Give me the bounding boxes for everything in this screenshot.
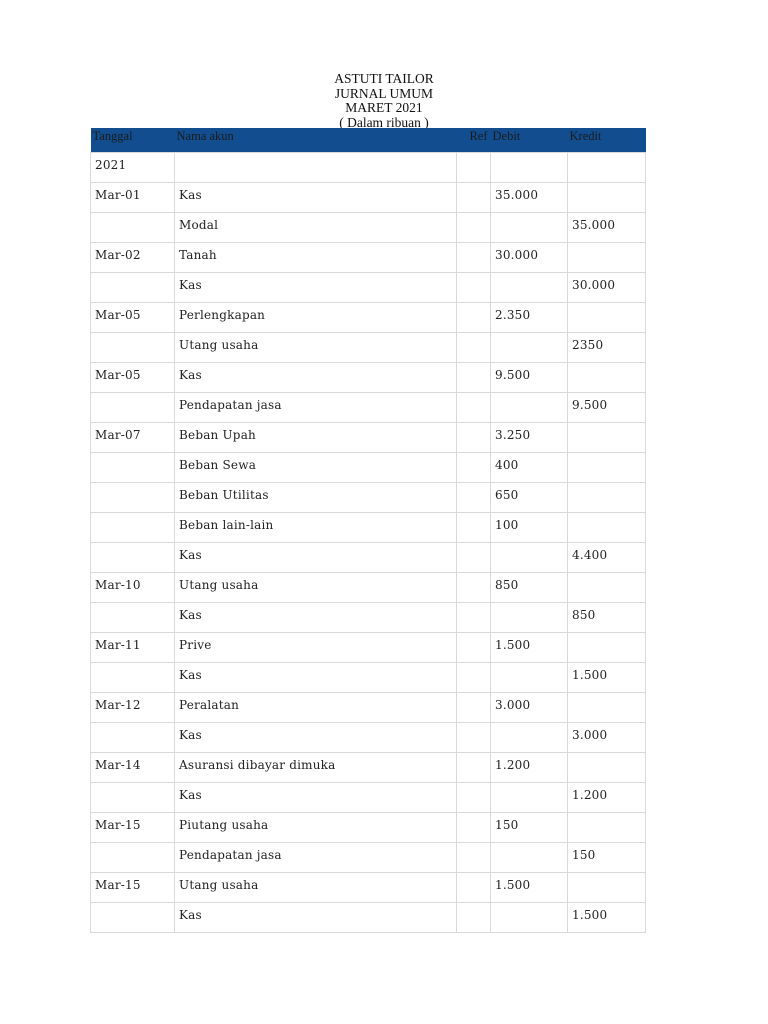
account-cell: Utang usaha: [175, 332, 457, 362]
table-row: [91, 512, 646, 542]
table-row: [91, 422, 646, 452]
date-cell: [91, 482, 175, 512]
credit-cell: [568, 482, 646, 512]
table-row: [91, 692, 646, 722]
account-cell: Kas: [175, 272, 457, 302]
ref-cell: [457, 602, 491, 632]
account-cell: Kas: [175, 542, 457, 572]
debit-cell: [491, 662, 568, 692]
date-cell: Mar-12: [91, 692, 175, 722]
debit-cell: [491, 152, 568, 182]
ref-cell: [457, 512, 491, 542]
debit-cell: [491, 272, 568, 302]
ref-cell: [457, 662, 491, 692]
table-row: [91, 782, 646, 812]
journal-table: [90, 128, 646, 933]
debit-cell: 850: [491, 572, 568, 602]
credit-cell: [568, 152, 646, 182]
table-row: [91, 302, 646, 332]
credit-cell: [568, 302, 646, 332]
date-cell: [91, 332, 175, 362]
debit-cell: 1.500: [491, 632, 568, 662]
table-row: [91, 392, 646, 422]
credit-cell: 35.000: [568, 212, 646, 242]
credit-cell: 2350: [568, 332, 646, 362]
date-cell: [91, 842, 175, 872]
ref-cell: [457, 752, 491, 782]
account-cell: Utang usaha: [175, 872, 457, 902]
debit-cell: [491, 842, 568, 872]
ref-cell: [457, 152, 491, 182]
journal-period: MARET 2021: [345, 100, 423, 115]
date-cell: [91, 512, 175, 542]
table-row: [91, 572, 646, 602]
account-cell: Beban Sewa: [175, 452, 457, 482]
debit-cell: [491, 782, 568, 812]
table-row: [91, 662, 646, 692]
ref-cell: [457, 722, 491, 752]
account-cell: Asuransi dibayar dimuka: [175, 752, 457, 782]
account-cell: Beban Upah: [175, 422, 457, 452]
ref-cell: [457, 632, 491, 662]
account-cell: Kas: [175, 182, 457, 212]
date-cell: Mar-10: [91, 572, 175, 602]
credit-cell: 3.000: [568, 722, 646, 752]
journal-table-body: [91, 152, 646, 932]
date-cell: [91, 782, 175, 812]
debit-cell: 150: [491, 812, 568, 842]
account-cell: Kas: [175, 662, 457, 692]
date-cell: [91, 272, 175, 302]
account-cell: Kas: [175, 722, 457, 752]
date-cell: Mar-02: [91, 242, 175, 272]
debit-cell: 9.500: [491, 362, 568, 392]
column-header-date: Tanggal: [92, 129, 133, 143]
date-cell: Mar-07: [91, 422, 175, 452]
ref-cell: [457, 812, 491, 842]
account-cell: Kas: [175, 782, 457, 812]
credit-cell: [568, 182, 646, 212]
date-cell: 2021: [91, 152, 175, 182]
ref-cell: [457, 272, 491, 302]
account-cell: Kas: [175, 362, 457, 392]
credit-cell: [568, 812, 646, 842]
table-row: [91, 272, 646, 302]
date-cell: [91, 902, 175, 932]
debit-cell: 35.000: [491, 182, 568, 212]
column-header-debit: Debit: [492, 129, 521, 143]
ref-cell: [457, 422, 491, 452]
debit-cell: 650: [491, 482, 568, 512]
debit-cell: [491, 902, 568, 932]
debit-cell: 3.250: [491, 422, 568, 452]
ref-cell: [457, 362, 491, 392]
ref-cell: [457, 452, 491, 482]
credit-cell: 4.400: [568, 542, 646, 572]
header-row: [91, 128, 646, 152]
table-row: [91, 722, 646, 752]
credit-cell: 850: [568, 602, 646, 632]
company-name: ASTUTI TAILOR: [334, 71, 434, 86]
date-cell: [91, 722, 175, 752]
table-row: [91, 542, 646, 572]
ref-cell: [457, 182, 491, 212]
account-cell: Prive: [175, 632, 457, 662]
account-cell: Piutang usaha: [175, 812, 457, 842]
credit-cell: 1.200: [568, 782, 646, 812]
date-cell: Mar-15: [91, 872, 175, 902]
debit-cell: 2.350: [491, 302, 568, 332]
date-cell: [91, 452, 175, 482]
journal-table-head: [91, 128, 646, 152]
credit-cell: [568, 512, 646, 542]
account-cell: Modal: [175, 212, 457, 242]
credit-cell: 1.500: [568, 902, 646, 932]
date-cell: Mar-14: [91, 752, 175, 782]
ref-cell: [457, 902, 491, 932]
table-row: [91, 482, 646, 512]
debit-cell: 1.500: [491, 872, 568, 902]
table-row: [91, 452, 646, 482]
account-cell: Perlengkapan: [175, 302, 457, 332]
date-cell: Mar-05: [91, 302, 175, 332]
ref-cell: [457, 542, 491, 572]
credit-cell: 150: [568, 842, 646, 872]
date-cell: Mar-01: [91, 182, 175, 212]
ref-cell: [457, 782, 491, 812]
unit-note: ( Dalam ribuan ): [339, 114, 429, 130]
ref-cell: [457, 212, 491, 242]
debit-cell: [491, 392, 568, 422]
ref-cell: [457, 692, 491, 722]
date-cell: Mar-15: [91, 812, 175, 842]
table-row: [91, 872, 646, 902]
table-row: [91, 332, 646, 362]
date-cell: [91, 602, 175, 632]
table-row: [91, 152, 646, 182]
table-row: [91, 632, 646, 662]
account-cell: Tanah: [175, 242, 457, 272]
table-row: [91, 602, 646, 632]
credit-cell: [568, 422, 646, 452]
column-header-ref: Ref: [469, 129, 488, 143]
account-cell: Pendapatan jasa: [175, 842, 457, 872]
table-row: [91, 842, 646, 872]
debit-cell: [491, 332, 568, 362]
journal-title: JURNAL UMUM: [334, 85, 434, 101]
table-row: [91, 362, 646, 392]
debit-cell: [491, 722, 568, 752]
debit-cell: 3.000: [491, 692, 568, 722]
credit-cell: 30.000: [568, 272, 646, 302]
credit-cell: [568, 242, 646, 272]
ref-cell: [457, 392, 491, 422]
credit-cell: 9.500: [568, 392, 646, 422]
account-cell: Beban lain-lain: [175, 512, 457, 542]
ref-cell: [457, 482, 491, 512]
date-cell: [91, 542, 175, 572]
document-header: [0, 72, 768, 130]
account-cell: Peralatan: [175, 692, 457, 722]
table-row: [91, 242, 646, 272]
debit-cell: 1.200: [491, 752, 568, 782]
table-row: [91, 752, 646, 782]
account-cell: Kas: [175, 902, 457, 932]
ref-cell: [457, 242, 491, 272]
credit-cell: [568, 362, 646, 392]
table-row: [91, 182, 646, 212]
debit-cell: 30.000: [491, 242, 568, 272]
account-cell: Kas: [175, 602, 457, 632]
ref-cell: [457, 872, 491, 902]
ref-cell: [457, 572, 491, 602]
debit-cell: [491, 542, 568, 572]
date-cell: [91, 662, 175, 692]
account-cell: Beban Utilitas: [175, 482, 457, 512]
debit-cell: [491, 212, 568, 242]
debit-cell: [491, 602, 568, 632]
credit-cell: [568, 452, 646, 482]
debit-cell: 100: [491, 512, 568, 542]
credit-cell: [568, 692, 646, 722]
column-header-credit: Kredit: [569, 129, 602, 143]
date-cell: [91, 212, 175, 242]
column-header-account: Nama akun: [176, 129, 234, 143]
table-row: [91, 902, 646, 932]
ref-cell: [457, 302, 491, 332]
account-cell: [175, 152, 457, 182]
date-cell: Mar-11: [91, 632, 175, 662]
debit-cell: 400: [491, 452, 568, 482]
credit-cell: [568, 572, 646, 602]
table-row: [91, 212, 646, 242]
account-cell: Pendapatan jasa: [175, 392, 457, 422]
date-cell: [91, 392, 175, 422]
credit-cell: [568, 872, 646, 902]
ref-cell: [457, 842, 491, 872]
date-cell: Mar-05: [91, 362, 175, 392]
table-row: [91, 812, 646, 842]
ref-cell: [457, 332, 491, 362]
credit-cell: [568, 632, 646, 662]
account-cell: Utang usaha: [175, 572, 457, 602]
credit-cell: [568, 752, 646, 782]
credit-cell: 1.500: [568, 662, 646, 692]
